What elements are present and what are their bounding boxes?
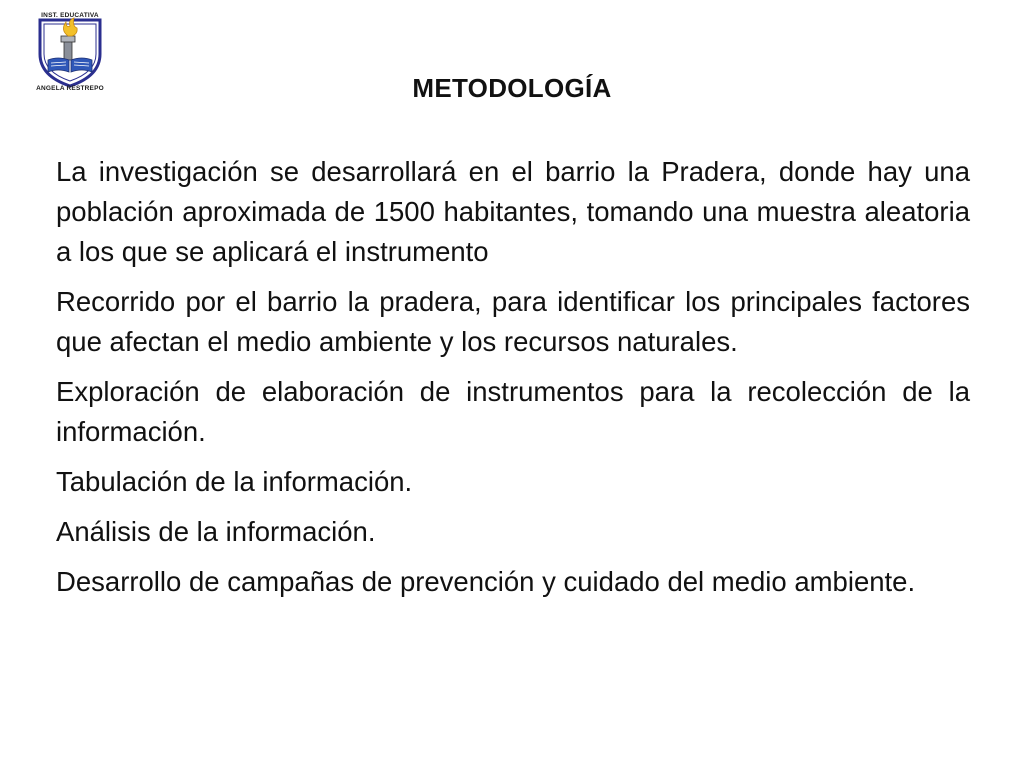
logo-bottom-text: ANGELA RESTREPO	[36, 85, 104, 92]
logo-top-text: INST. EDUCATIVA	[41, 12, 99, 19]
paragraph-investigation: La investigación se desarrollará en el barrio la Pradera, donde hay una población aproximada de 1500 habitantes, tomando una muestra aleatoria a los que se aplicará el instrumento	[56, 156, 970, 267]
paragraph-campaigns: Desarrollo de campañas de prevención y cuidado del medio ambiente.	[56, 566, 916, 597]
paragraph-analysis: Análisis de la información.	[56, 516, 376, 547]
paragraph-tabulation: Tabulación de la información.	[56, 466, 413, 497]
paragraph-exploration: Exploración de elaboración de instrumentos para la recolección de la información.	[56, 376, 970, 447]
slide-body	[56, 152, 970, 612]
paragraph-tour: Recorrido por el barrio la pradera, para identificar los principales factores que afectan el medio ambiente y los recursos naturales.	[56, 286, 970, 357]
slide-title: METODOLOGÍA	[412, 73, 612, 103]
